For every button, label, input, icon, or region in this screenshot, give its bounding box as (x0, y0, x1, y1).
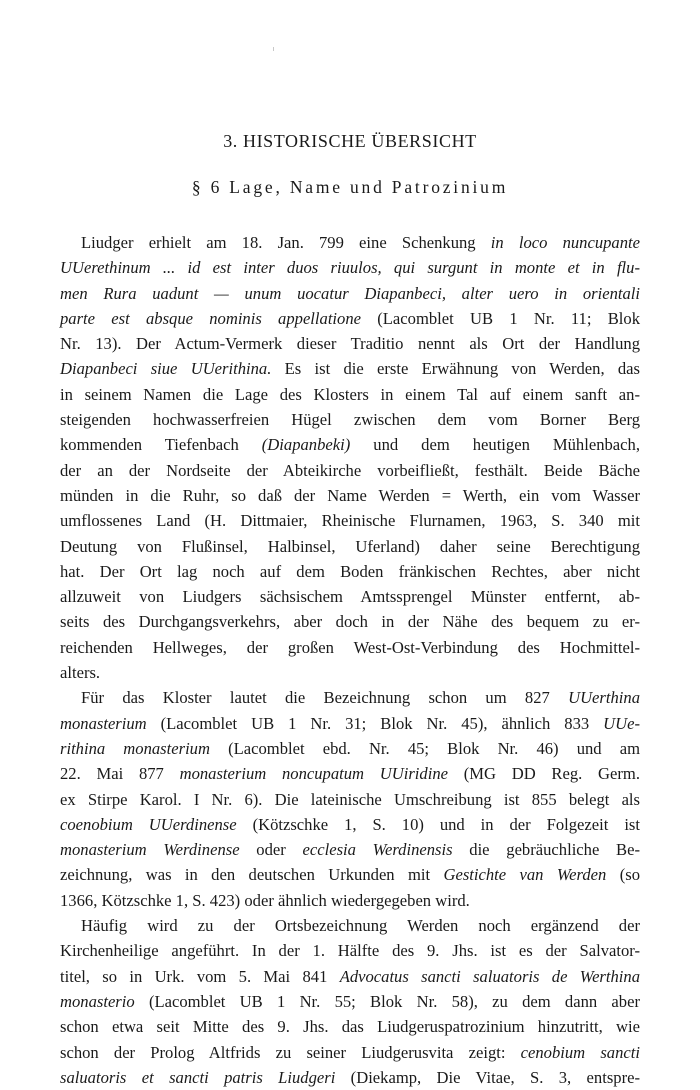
text-run: 22. Mai 877 (60, 764, 180, 784)
text-line (60, 1014, 640, 1039)
text-run: schon etwa seit Mitte des 9. Jhs. das Liudgeruspatrozinium hinzutritt, wie (60, 1017, 640, 1037)
latin-quote: saluatoris et sancti patris Liudgeri (60, 1067, 336, 1087)
text-line (60, 787, 640, 812)
latin-quote: (Diapanbeki) (261, 435, 351, 455)
text-line (60, 812, 640, 837)
latin-quote: Advocatus sancti saluatoris de Werthina (339, 966, 641, 986)
latin-quote: monasterium (60, 713, 147, 733)
text-run: ex Stirpe Karol. I Nr. 6). Die lateinische Umschreibung ist 855 belegt als (60, 789, 640, 809)
page-mark (273, 47, 274, 51)
text-line (60, 559, 640, 584)
text-run: und dem heutigen Mühlenbach, (350, 435, 640, 455)
section-title: § 6 Lage, Name und Patrozinium (191, 177, 509, 197)
text-line (60, 458, 640, 483)
text-line (60, 534, 640, 559)
text-line (60, 913, 640, 938)
text-line (60, 483, 640, 508)
text-run: der an der Nordseite der Abteikirche vorbeifließt, festhält. Beide Bäche (60, 460, 640, 480)
text-run: münden in die Ruhr, so daß der Name Werden = Werth, ein vom Wasser (60, 485, 640, 505)
text-run: kommenden Tiefenbach (60, 435, 262, 455)
body-text (60, 230, 640, 1090)
latin-quote: UUe- (603, 713, 640, 733)
latin-quote: parte est absque nominis appellatione (60, 308, 362, 328)
text-line (60, 356, 640, 381)
latin-quote: Gestichte van Werden (443, 865, 607, 885)
text-line (60, 331, 640, 356)
text-run: (Lacomblet UB 1 Nr. 31; Blok Nr. 45), ähnlich 833 (146, 713, 604, 733)
text-line (60, 938, 640, 963)
latin-quote: monasterium Werdinense (60, 840, 240, 860)
text-run: reichenden Hellweges, der großen West-Ost-Verbindung des Hochmittel- (60, 637, 640, 657)
text-run: Deutung von Flußinsel, Halbinsel, Uferland) daher seine Berechtigung (60, 536, 640, 556)
text-run: (Lacomblet ebd. Nr. 45; Blok Nr. 46) und am (209, 738, 640, 758)
text-line (60, 711, 640, 736)
text-line (60, 609, 640, 634)
text-run: umflossenes Land (H. Dittmaier, Rheinische Flurnamen, 1963, S. 340 mit (60, 511, 640, 531)
text-line (60, 230, 640, 255)
text-line (60, 660, 640, 685)
text-line (60, 432, 640, 457)
text-line (60, 964, 640, 989)
text-line (60, 255, 640, 280)
latin-quote: rithina monasterium (60, 738, 210, 758)
latin-quote: ecclesia Werdinensis (302, 840, 453, 860)
text-run: (Kötzschke 1, S. 10) und in der Folgezeit ist (236, 814, 640, 834)
text-run: (Lacomblet UB 1 Nr. 55; Blok Nr. 58), zu dem dann aber (134, 991, 640, 1011)
text-run: steigenden hochwasserfreien Hügel zwischen dem vom Borner Berg (60, 410, 640, 430)
text-line (60, 837, 640, 862)
text-run: (Diekamp, Die Vitae, S. 3, entspre- (335, 1067, 640, 1087)
latin-quote: UUerethinum ... id est inter duos riuulos, qui surgunt in monte et in flu- (60, 258, 640, 278)
latin-quote: monasterium noncupatum UUiridine (179, 764, 448, 784)
text-run: seits des Durchgangsverkehrs, aber doch in der Nähe des bequem zu er- (60, 612, 640, 632)
latin-quote: monasterio (60, 991, 135, 1011)
text-run: titel, so in Urk. vom 5. Mai 841 (60, 966, 340, 986)
text-line (60, 281, 640, 306)
text-run: oder (239, 840, 303, 860)
text-run: (MG DD Reg. Germ. (447, 764, 640, 784)
text-run: die gebräuchliche Be- (452, 840, 641, 860)
latin-quote: UUerthina (568, 688, 640, 708)
text-line (60, 989, 640, 1014)
text-run: 1366, Kötzschke 1, S. 423) oder ähnlich wiedergegeben wird. (60, 890, 470, 910)
text-run: (Lacomblet UB 1 Nr. 11; Blok (361, 308, 640, 328)
latin-quote: Diapanbeci siue UUerithina. (60, 359, 272, 379)
text-line (60, 635, 640, 660)
text-run: zeichnung, was in den deutschen Urkunden mit (60, 865, 444, 885)
chapter-title: 3. HISTORISCHE ÜBERSICHT (223, 131, 477, 151)
text-line (60, 736, 640, 761)
text-line (60, 508, 640, 533)
text-line (60, 584, 640, 609)
text-run: alters. (60, 663, 101, 683)
latin-quote: men Rura uadunt — unum uocatur Diapanbeci, alter uero in orientali (60, 283, 640, 303)
text-run: Nr. 13). Der Actum-Vermerk dieser Traditio nennt als Ort der Handlung (60, 334, 640, 354)
latin-quote: coenobium UUerdinense (60, 814, 237, 834)
text-line (60, 382, 640, 407)
text-run: Kirchenheilige angeführt. In der 1. Hälfte des 9. Jhs. ist es der Salvator- (60, 941, 640, 961)
latin-quote: in loco nuncupante (490, 233, 640, 252)
text-line (60, 862, 640, 887)
text-line (60, 407, 640, 432)
text-run: hat. Der Ort lag noch auf dem Boden fränkischen Rechtes, aber nicht (60, 561, 640, 581)
text-line (60, 1065, 640, 1090)
text-run: Für das Kloster lautet die Bezeichnung schon um 827 (81, 688, 569, 708)
latin-quote: cenobium sancti (520, 1042, 640, 1062)
text-run: in seinem Namen die Lage des Klosters in einem Tal auf einem sanft an- (60, 384, 640, 404)
text-line (60, 761, 640, 786)
text-run: (so (606, 865, 640, 885)
text-run: Häufig wird zu der Ortsbezeichnung Werden noch ergänzend der (81, 916, 640, 936)
text-line (60, 685, 640, 710)
text-line (60, 306, 640, 331)
text-run: Liudger erhielt am 18. Jan. 799 eine Schenkung (81, 233, 491, 252)
text-run: schon der Prolog Altfrids zu seiner Liudgerusvita zeigt: (60, 1042, 521, 1062)
text-run: Es ist die erste Erwähnung von Werden, das (271, 359, 641, 379)
text-run: allzuweit von Liudgers sächsischem Amtssprengel Münster entfernt, ab- (60, 587, 640, 607)
text-line (60, 888, 640, 913)
text-line (60, 1040, 640, 1065)
